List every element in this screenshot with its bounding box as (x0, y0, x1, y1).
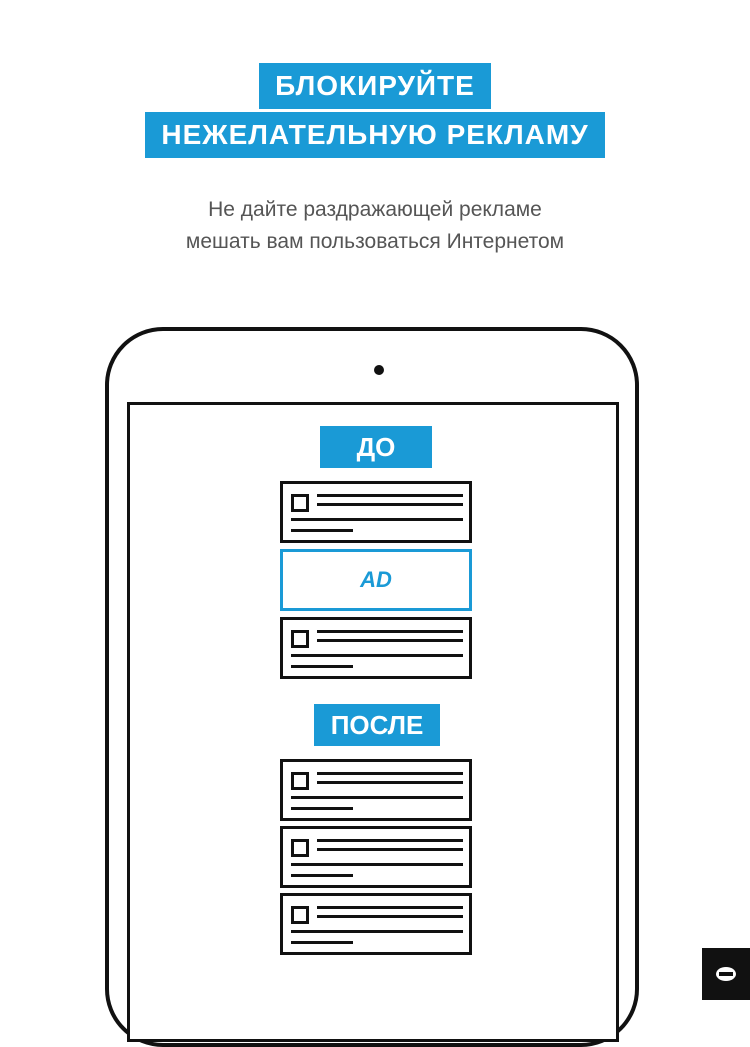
card-thumbnail (291, 630, 309, 648)
card-text-line (317, 848, 463, 851)
corner-badge[interactable] (702, 948, 750, 1000)
content-card-after-1 (280, 759, 472, 821)
content-card-before-2 (280, 617, 472, 679)
card-text-line (291, 796, 463, 799)
card-text-line (317, 630, 463, 633)
card-text-line (317, 839, 463, 842)
card-text-line (317, 915, 463, 918)
tablet-screen (127, 402, 619, 1042)
card-text-line (291, 863, 463, 866)
subtitle-line-1: Не дайте раздражающей рекламе (208, 198, 542, 221)
tablet-illustration (105, 327, 639, 1047)
content-card-after-3 (280, 893, 472, 955)
headline-line-1: БЛОКИРУЙТЕ (259, 63, 491, 109)
content-card-after-2 (280, 826, 472, 888)
card-text-line (291, 941, 353, 944)
card-thumbnail (291, 839, 309, 857)
subtitle-line-2: мешать вам пользоваться Интернетом (185, 230, 565, 253)
card-text-line (317, 772, 463, 775)
tablet-camera (374, 365, 384, 375)
after-label: ПОСЛЕ (314, 704, 440, 746)
card-text-line (291, 807, 353, 810)
card-text-line (291, 930, 463, 933)
ad-card: AD (280, 549, 472, 611)
card-text-line (317, 494, 463, 497)
card-text-line (291, 665, 353, 668)
card-text-line (291, 874, 353, 877)
card-text-line (291, 518, 463, 521)
card-text-line (317, 906, 463, 909)
headline-line-2: НЕЖЕЛАТЕЛЬНУЮ РЕКЛАМУ (145, 112, 604, 158)
card-text-line (291, 529, 353, 532)
card-text-line (317, 503, 463, 506)
card-text-line (317, 639, 463, 642)
card-thumbnail (291, 494, 309, 512)
content-card-before-1 (280, 481, 472, 543)
card-thumbnail (291, 772, 309, 790)
card-thumbnail (291, 906, 309, 924)
before-label: ДО (320, 426, 432, 468)
eye-logo-icon (714, 962, 738, 986)
headline-line-2-container (0, 112, 750, 158)
card-text-line (291, 654, 463, 657)
headline-line-1-container (0, 63, 750, 109)
card-text-line (317, 781, 463, 784)
